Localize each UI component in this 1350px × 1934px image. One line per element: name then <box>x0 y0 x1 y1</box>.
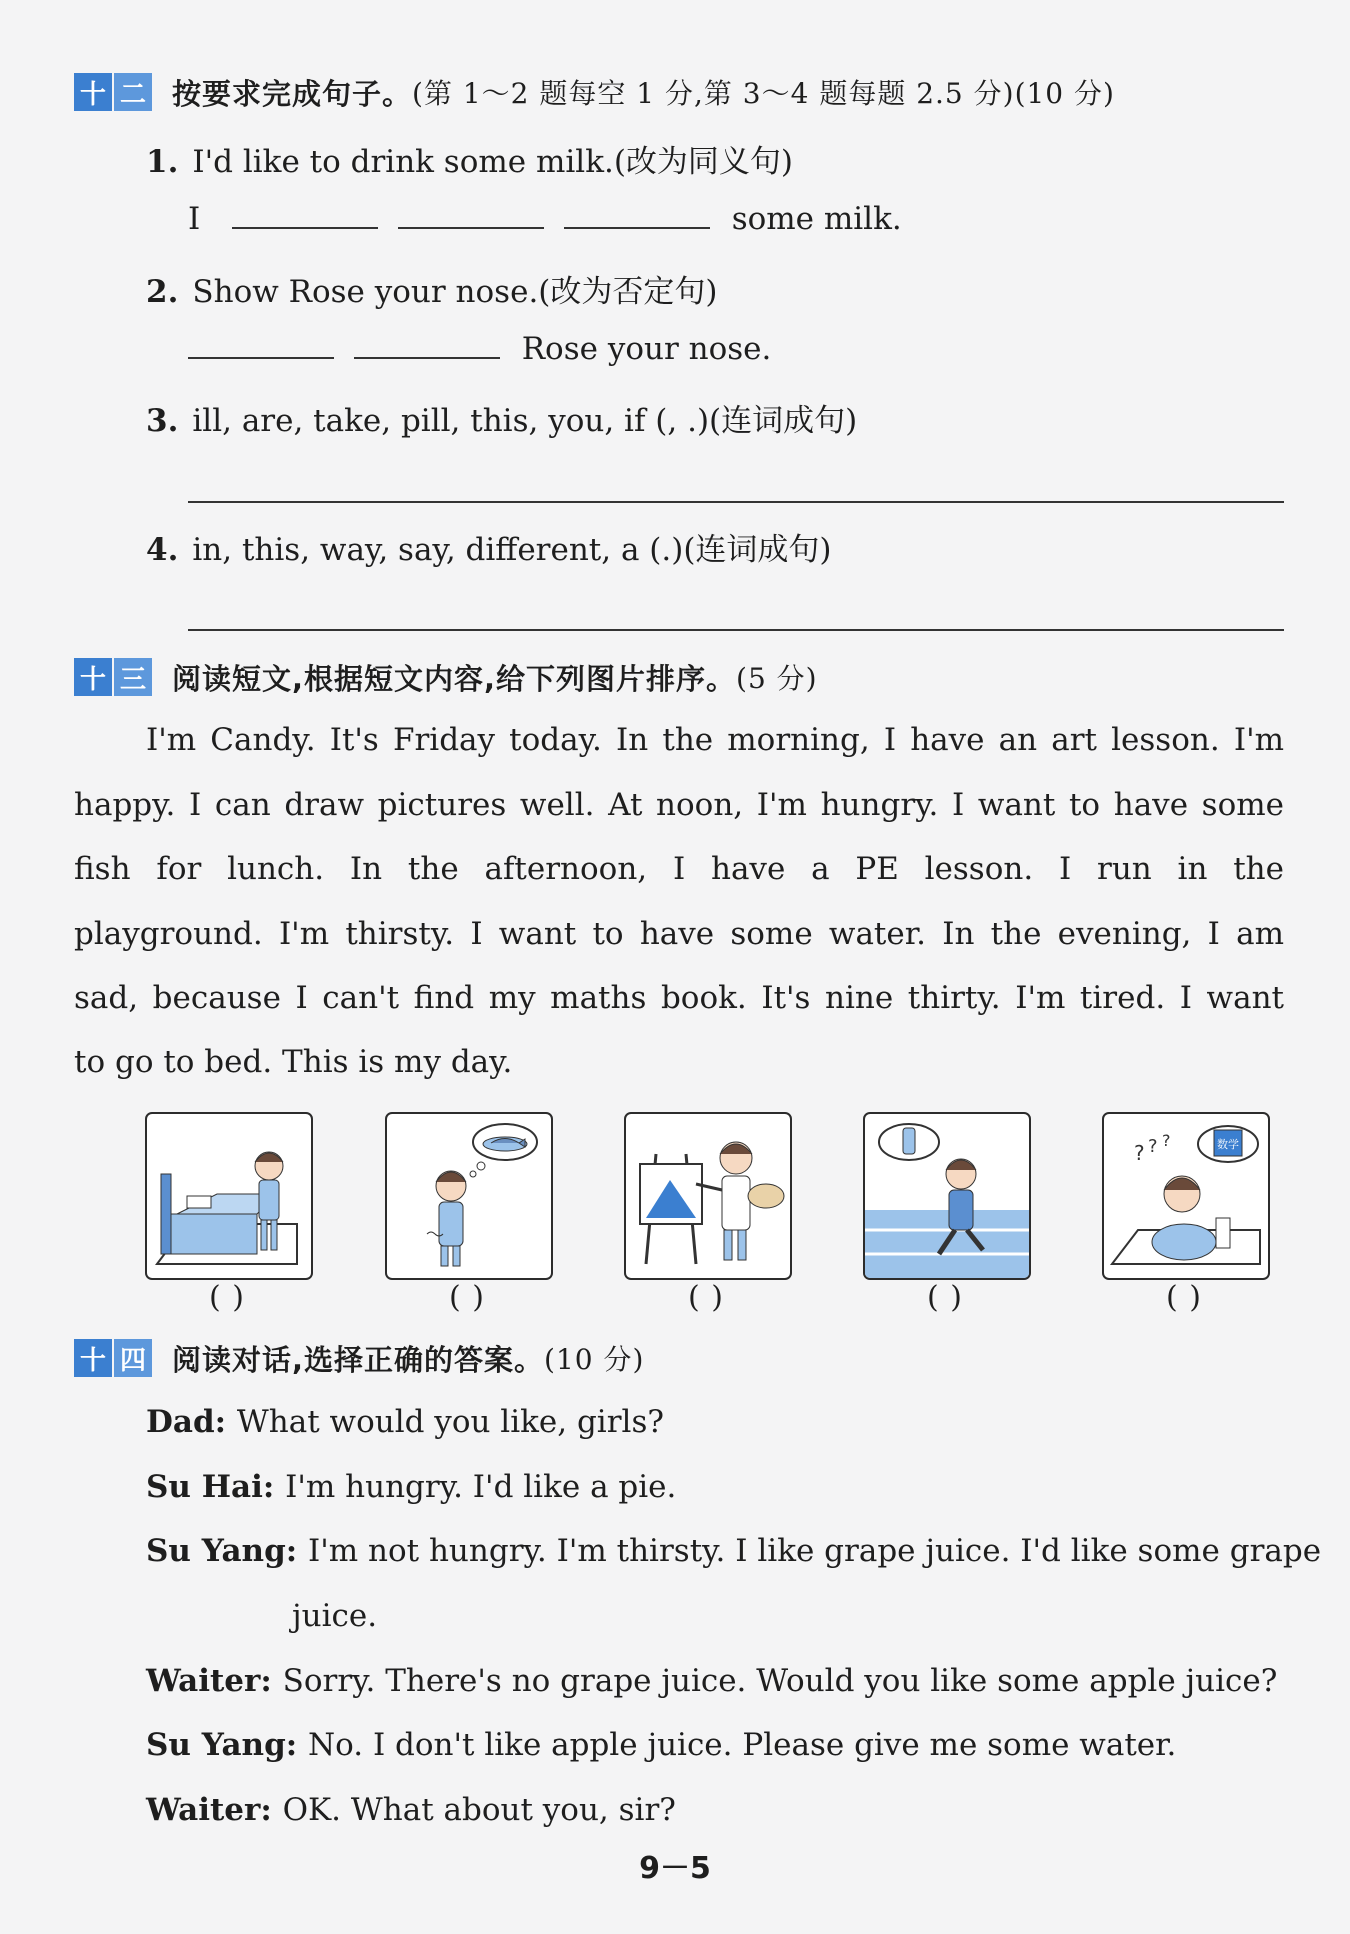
hungry-girl-fish-icon <box>385 1112 553 1280</box>
answer-blank[interactable] <box>232 201 378 229</box>
badge-char: 四 <box>114 1339 152 1377</box>
section-score-note: (第 1～2 题每空 1 分,第 3～4 题每题 2.5 分)(10 分) <box>412 77 1115 110</box>
question-text: ill, are, take, pill, this, you, if (, .)(连词成句) <box>192 403 858 439</box>
dialogue-text: OK. What about you, sir? <box>282 1792 676 1828</box>
section-12-header <box>74 70 1115 114</box>
picture-answer-slot[interactable]: ( ) <box>449 1280 485 1315</box>
dialogue-text: No. I don't like apple juice. Please give me some water. <box>308 1727 1177 1763</box>
picture-answer-slot[interactable]: ( ) <box>688 1280 724 1315</box>
dialogue-line: Su Yang: No. I don't like apple juice. Please give me some water. <box>146 1727 1177 1763</box>
picture-answer-slot[interactable]: ( ) <box>1166 1280 1202 1315</box>
dialogue-text: I'm not hungry. I'm thirsty. I like grape juice. I'd like some grape <box>308 1533 1322 1569</box>
section-number-badge <box>74 1339 152 1377</box>
question-2 <box>146 266 717 311</box>
passage-line: sad, because I can't find my maths book. It's nine thirty. I'm tired. I want <box>74 980 1284 1016</box>
svg-text:?: ? <box>1148 1136 1158 1157</box>
dialogue-text: juice. <box>292 1598 378 1634</box>
passage-line: I'm Candy. It's Friday today. In the morning, I have an art lesson. I'm <box>146 722 1284 758</box>
passage-line: fish for lunch. In the afternoon, I have a PE lesson. I run in the <box>74 851 1284 887</box>
sad-girl-mathsbook-icon <box>1102 1112 1270 1280</box>
question-text: Show Rose your nose.(改为否定句) <box>192 274 718 310</box>
section-number-badge <box>74 73 152 111</box>
section-score-note: (5 分) <box>736 662 818 695</box>
dialogue-line <box>292 1598 377 1634</box>
answer-blank[interactable] <box>188 331 334 359</box>
question-1-answer-line <box>188 201 902 237</box>
question-number: 2. <box>146 274 179 310</box>
section-13-header <box>74 655 818 699</box>
question-number: 4. <box>146 532 179 568</box>
speaker: Waiter <box>146 1663 261 1699</box>
section-number-badge <box>74 658 152 696</box>
question-4 <box>146 524 832 569</box>
question-number: 1. <box>146 144 179 180</box>
svg-text:?: ? <box>1162 1131 1171 1150</box>
dialogue-line: Su Yang: I'm not hungry. I'm thirsty. I like grape juice. I'd like some grape <box>146 1533 1322 1569</box>
passage-line: to go to bed. This is my day. <box>74 1044 513 1080</box>
answer-blank[interactable] <box>398 201 544 229</box>
question-text: I'd like to drink some milk.(改为同义句) <box>192 144 794 180</box>
badge-char: 十 <box>74 1339 112 1377</box>
answer-blank[interactable] <box>354 331 500 359</box>
page-number: 9－5 <box>639 1851 711 1886</box>
bed-girl-icon <box>145 1112 313 1280</box>
dialogue-text: What would you like, girls? <box>236 1404 664 1440</box>
svg-text:?: ? <box>1134 1141 1145 1165</box>
dialogue-line: Waiter: Sorry. There's no grape juice. Would you like some apple juice? <box>146 1663 1278 1699</box>
dialogue-text: I'm hungry. I'd like a pie. <box>285 1469 677 1505</box>
speaker: Su Yang <box>146 1727 286 1763</box>
question-number: 3. <box>146 403 179 439</box>
speaker: Su Hai <box>146 1469 263 1505</box>
passage-line: happy. I can draw pictures well. At noon, I'm hungry. I want to have some <box>74 787 1284 823</box>
badge-char: 十 <box>74 73 112 111</box>
question-text: in, this, way, say, different, a (.)(连词成句) <box>192 532 832 568</box>
speaker: Dad <box>146 1404 215 1440</box>
answer-suffix: Rose your nose. <box>521 331 772 367</box>
dialogue-line: Su Hai: I'm hungry. I'd like a pie. <box>146 1469 677 1505</box>
question-2-answer-line <box>188 331 771 367</box>
section-score-note: (10 分) <box>544 1343 645 1376</box>
section-title: 按要求完成句子。 <box>172 76 413 111</box>
question-1 <box>146 136 793 181</box>
section-title: 阅读对话,选择正确的答案。 <box>172 1342 545 1377</box>
badge-char: 二 <box>114 73 152 111</box>
passage-line: playground. I'm thirsty. I want to have some water. In the evening, I am <box>74 916 1284 952</box>
answer-blank[interactable] <box>564 201 710 229</box>
dialogue-text: Sorry. There's no grape juice. Would you like some apple juice? <box>282 1663 1278 1699</box>
speaker: Waiter <box>146 1792 261 1828</box>
speaker: Su Yang <box>146 1533 286 1569</box>
badge-char: 十 <box>74 658 112 696</box>
picture-answer-slot[interactable]: ( ) <box>927 1280 963 1315</box>
painting-girl-icon <box>624 1112 792 1280</box>
picture-answer-slot[interactable]: ( ) <box>209 1280 245 1315</box>
question-3-answer-line[interactable] <box>188 501 1284 503</box>
dialogue-line: Dad: What would you like, girls? <box>146 1404 664 1440</box>
answer-prefix: I <box>188 201 201 237</box>
maths-book-label: 数学 <box>1217 1138 1239 1151</box>
question-3 <box>146 395 857 440</box>
answer-suffix: some milk. <box>731 201 902 237</box>
running-thirsty-girl-icon <box>863 1112 1031 1280</box>
question-4-answer-line[interactable] <box>188 629 1284 631</box>
section-14-header <box>74 1336 644 1380</box>
section-title: 阅读短文,根据短文内容,给下列图片排序。 <box>172 661 737 696</box>
dialogue-line: Waiter: OK. What about you, sir? <box>146 1792 676 1828</box>
badge-char: 三 <box>114 658 152 696</box>
